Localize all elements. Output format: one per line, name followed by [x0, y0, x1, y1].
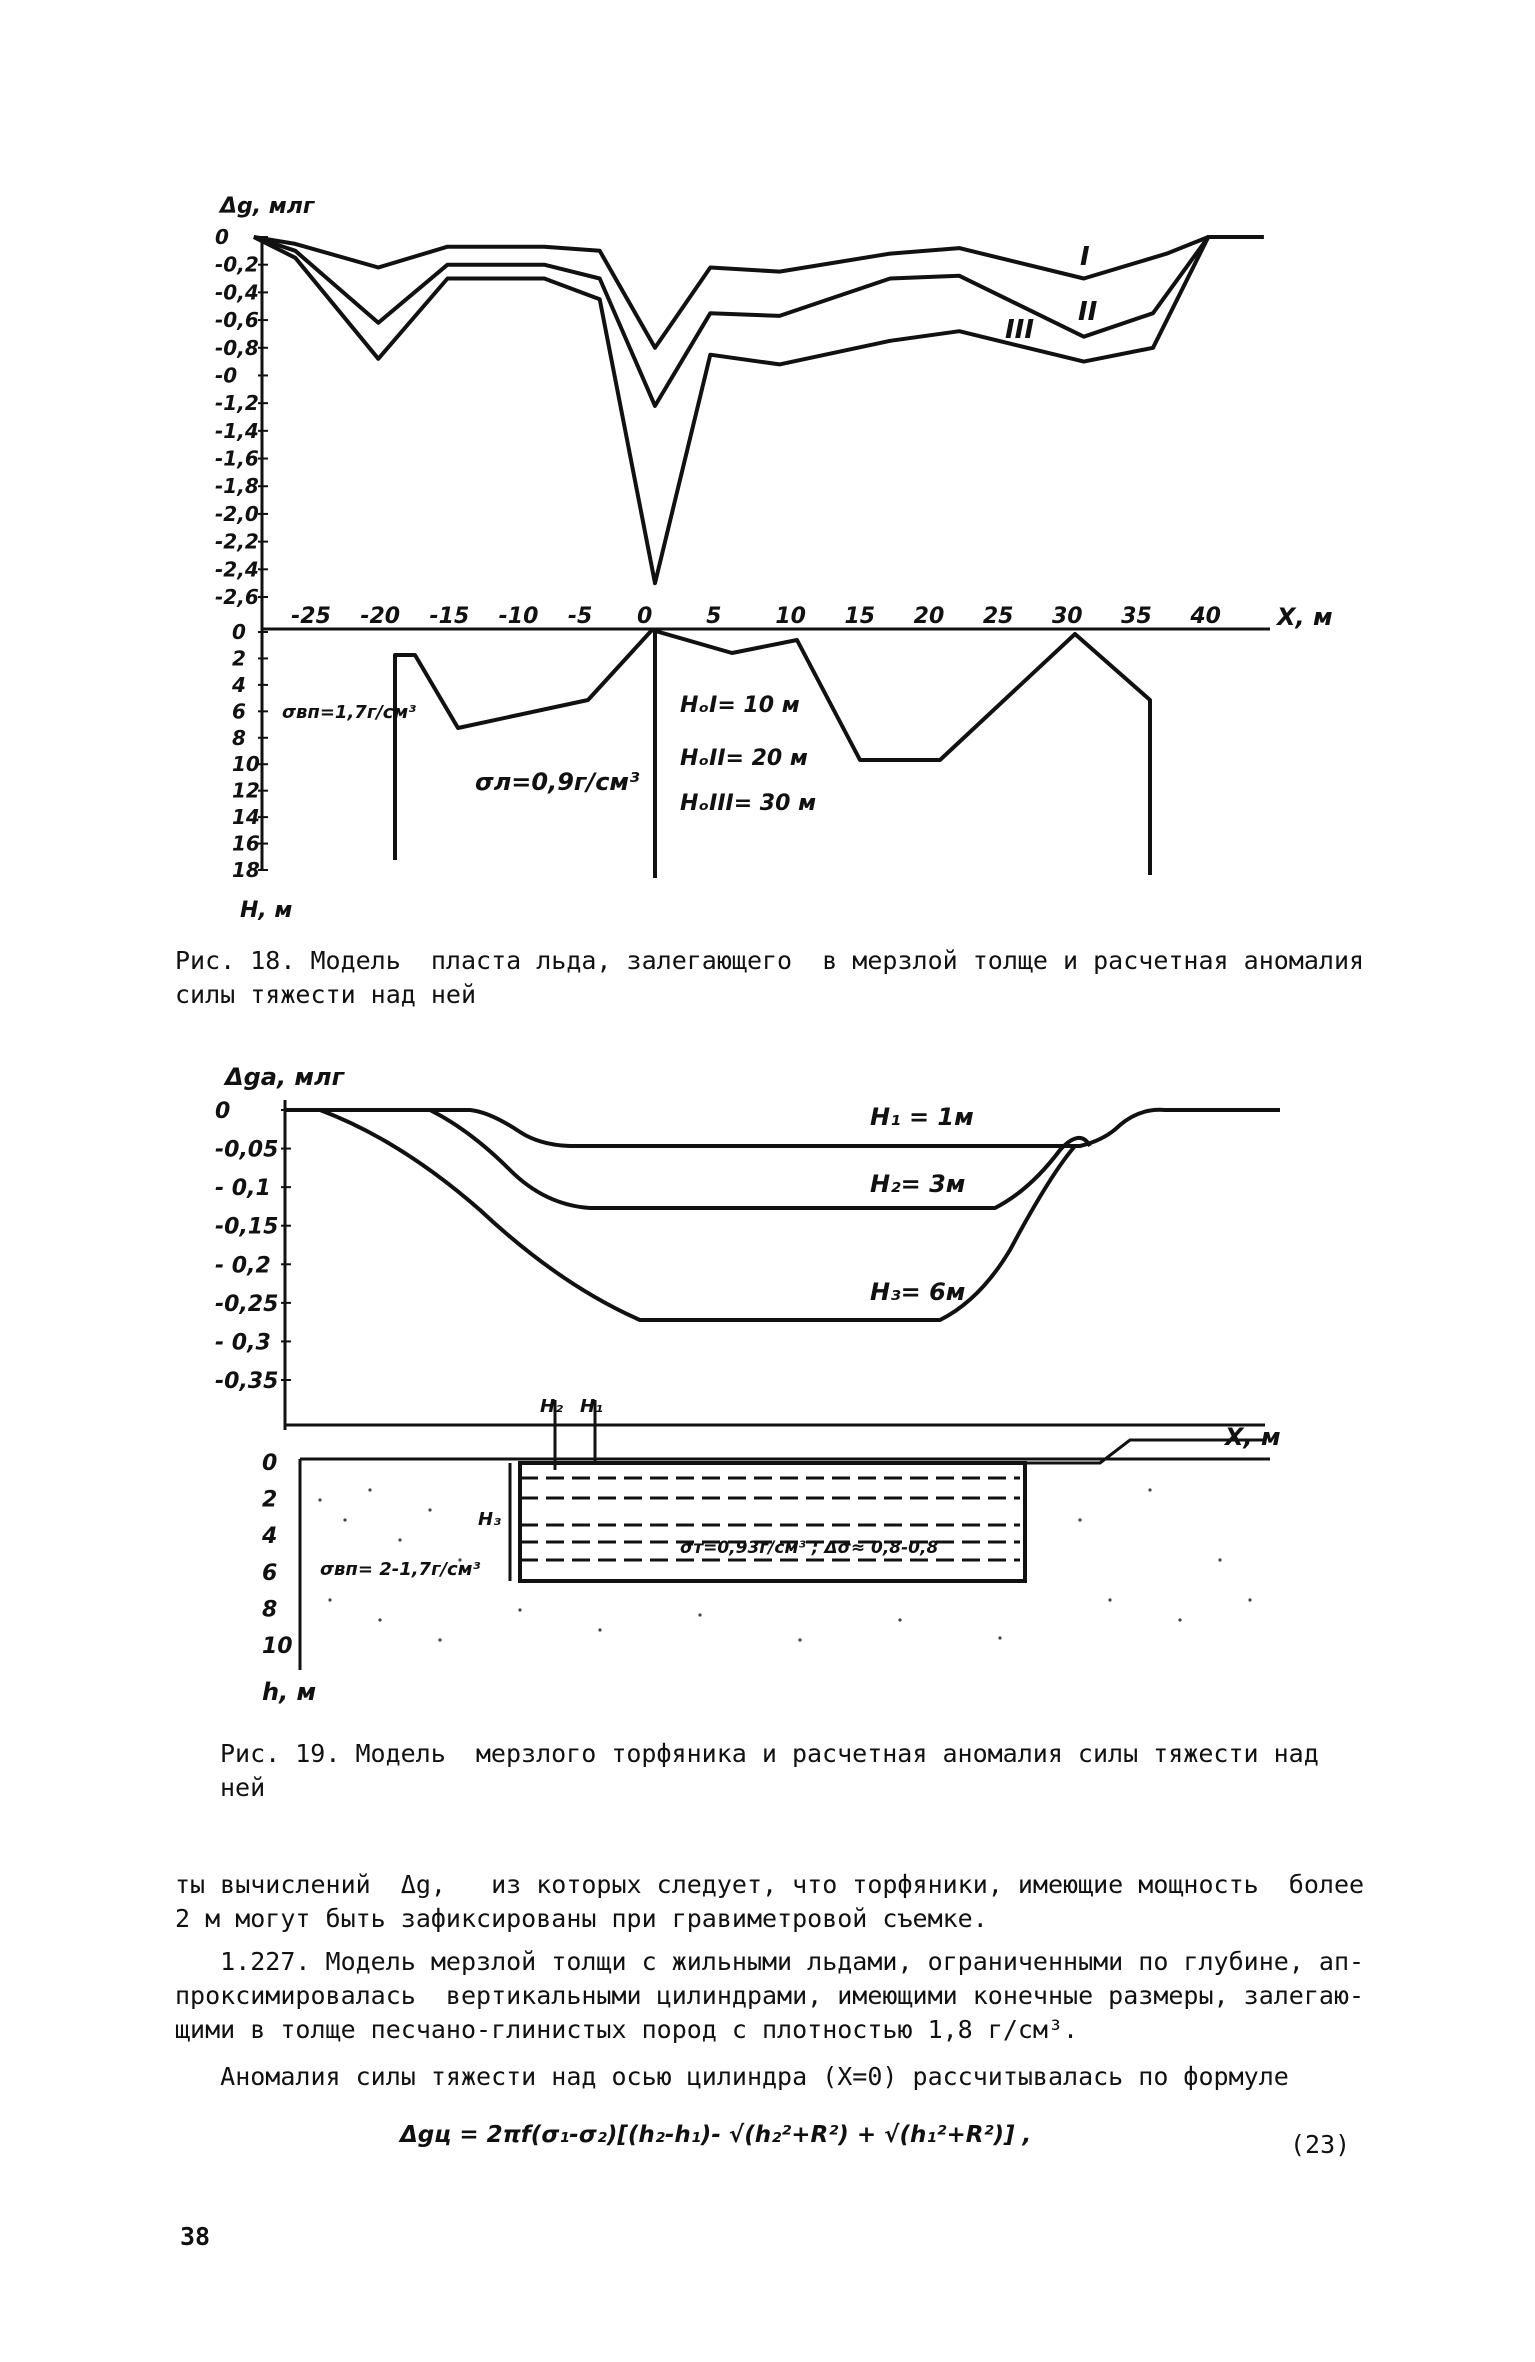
density-ice: σл=0,9г/см³: [475, 768, 640, 796]
depth-h1: HₒI= 10 м: [680, 693, 800, 718]
f18-ytick-label: -2,0: [215, 501, 259, 526]
series-label-I: I: [1080, 242, 1090, 272]
f18-depth-tick: 14: [232, 805, 260, 830]
label-h2: H₂: [540, 1396, 563, 1417]
figure-19-caption: Рис. 19. Модель мерзлого торфяника и расчетная аномалия силы тяжести над ней: [220, 1739, 1319, 1802]
f18-xtick-label: -25: [291, 604, 331, 629]
formula-23: Δgц = 2πf(σ₁-σ₂)[(h₂-h₁)- √(h₂²+R²) + √(h₁²+R²)] ,: [400, 2122, 1032, 2148]
f18-depth-tick: 2: [232, 646, 246, 671]
f18-ytick-label: 0: [215, 225, 229, 249]
f19-ytick-label: -0,15: [215, 1214, 279, 1240]
density-host: σвп=1,7г/см³: [282, 702, 417, 723]
f19-ylabel: Δga, млг: [225, 1063, 345, 1091]
f18-xtick-label: 5: [706, 604, 722, 629]
f18-depth-tick: 12: [232, 778, 260, 803]
page-number: 38: [180, 2222, 211, 2251]
f18-ytick-label: -1,6: [215, 446, 259, 471]
f18-depth-tick: 18: [232, 858, 260, 882]
f18-depth-tick: 16: [232, 831, 260, 856]
f18-ytick-label: -2,4: [215, 557, 259, 582]
f18-xtick-label: -5: [567, 604, 593, 629]
f19-depth-tick: 2: [262, 1487, 278, 1513]
depth-h2: HₒII= 20 м: [680, 746, 808, 771]
f19-ytick-label: -0,25: [215, 1291, 279, 1317]
series-label-II: II: [1078, 297, 1098, 327]
f18-depth-tick: 0: [232, 620, 246, 644]
density-peat: σт=0,93г/см³ ; Δσ≈ 0,8-0,8: [680, 1538, 939, 1558]
f18-xtick-label: 30: [1052, 604, 1083, 629]
f18-depth-tick: 6: [232, 699, 246, 724]
f19-depth-tick: 4: [262, 1524, 278, 1550]
series-label-h1: H₁ = 1м: [870, 1103, 974, 1131]
f18-xtick-label: 35: [1121, 604, 1152, 629]
f18-xlabel: X, м: [1277, 603, 1333, 631]
f18-xtick-label: -10: [498, 604, 539, 629]
f19-depth-tick: 10: [262, 1634, 293, 1659]
f19-ytick-label: - 0,2: [215, 1253, 271, 1279]
f18-depth-tick: 4: [232, 672, 246, 697]
f18-xtick-label: -15: [429, 604, 470, 629]
paragraph-2: 1.227. Модель мерзлой толщи с жильными льдами, ограниченными по глубине, ап- проксимировалась вертикальными цилиндрами, имеющими конечные размеры, залегаю- щими в толще песчано-глинистых пород с плотностью 1,8 г/см³.: [175, 1947, 1365, 2044]
peat-body: [520, 1463, 1025, 1581]
f19-xlabel: X, м: [1225, 1423, 1281, 1451]
f18-ytick-label: -0,4: [215, 280, 259, 305]
f19-depth-tick: 8: [262, 1597, 278, 1623]
series-label-h3: H₃= 6м: [870, 1278, 966, 1306]
f18-ytick-label: -1,2: [215, 391, 259, 416]
f19-depth-tick: 6: [262, 1560, 278, 1586]
f18-ytick-label: -1,8: [215, 474, 259, 499]
label-h1: H₁: [580, 1396, 603, 1417]
f18-xtick-label: 10: [775, 604, 806, 629]
f18-ytick-label: -1,4: [215, 418, 259, 443]
depth-h3: HₒIII= 30 м: [680, 791, 817, 816]
series-label-III: III: [1005, 315, 1035, 345]
figure-18-caption: Рис. 18. Модель пласта льда, залегающего в мерзлой толще и расчетная аномалия силы тяжести над ней: [175, 946, 1365, 1009]
f18-ytick-label: -0,2: [215, 252, 259, 277]
curve-h1: [285, 1110, 1280, 1146]
f18-ytick-label: -0: [215, 363, 238, 388]
density-host-19: σвп= 2-1,7г/см³: [320, 1559, 481, 1580]
f18-xtick-label: -20: [360, 604, 401, 629]
f18-ytick-label: -2,2: [215, 529, 259, 554]
f18-depth-tick: 8: [232, 725, 246, 750]
equation-number: (23): [1290, 2130, 1351, 2159]
f18-depth-label: H, м: [240, 898, 293, 923]
f18-xtick-label: 15: [844, 604, 876, 629]
f19-depth-tick: 0: [262, 1451, 278, 1476]
paragraph-1: ты вычислений Δg, из которых следует, что торфяники, имеющие мощность более 2 м могут быть зафиксированы при гравиметровой съемке.: [175, 1870, 1365, 1933]
f19-ytick-label: -0,05: [215, 1137, 279, 1163]
f19-ytick-label: 0: [215, 1099, 231, 1124]
f18-ytick-label: -0,8: [215, 335, 259, 360]
paragraph-3: Аномалия силы тяжести над осью цилиндра (X=0) рассчитывалась по формуле: [175, 2062, 1289, 2091]
f19-depth-label: h, м: [262, 1678, 317, 1706]
f18-ytick-label: -2,6: [215, 585, 259, 609]
f18-ytick-label: -0,6: [215, 308, 259, 333]
f18-xtick-label: 40: [1190, 604, 1221, 629]
f18-depth-tick: 10: [232, 752, 260, 777]
f18-ylabel: Δg, млг: [220, 194, 315, 219]
f18-xtick-label: 20: [913, 604, 945, 629]
f19-ytick-label: - 0,1: [215, 1176, 271, 1202]
f19-ytick-label: - 0,3: [215, 1330, 271, 1356]
label-h3: H₃: [478, 1509, 501, 1530]
f18-xtick-label: 0: [637, 604, 653, 629]
series-label-h2: H₂= 3м: [870, 1170, 966, 1198]
f19-ytick-label: -0,35: [215, 1369, 279, 1394]
f18-xtick-label: 25: [982, 604, 1014, 629]
